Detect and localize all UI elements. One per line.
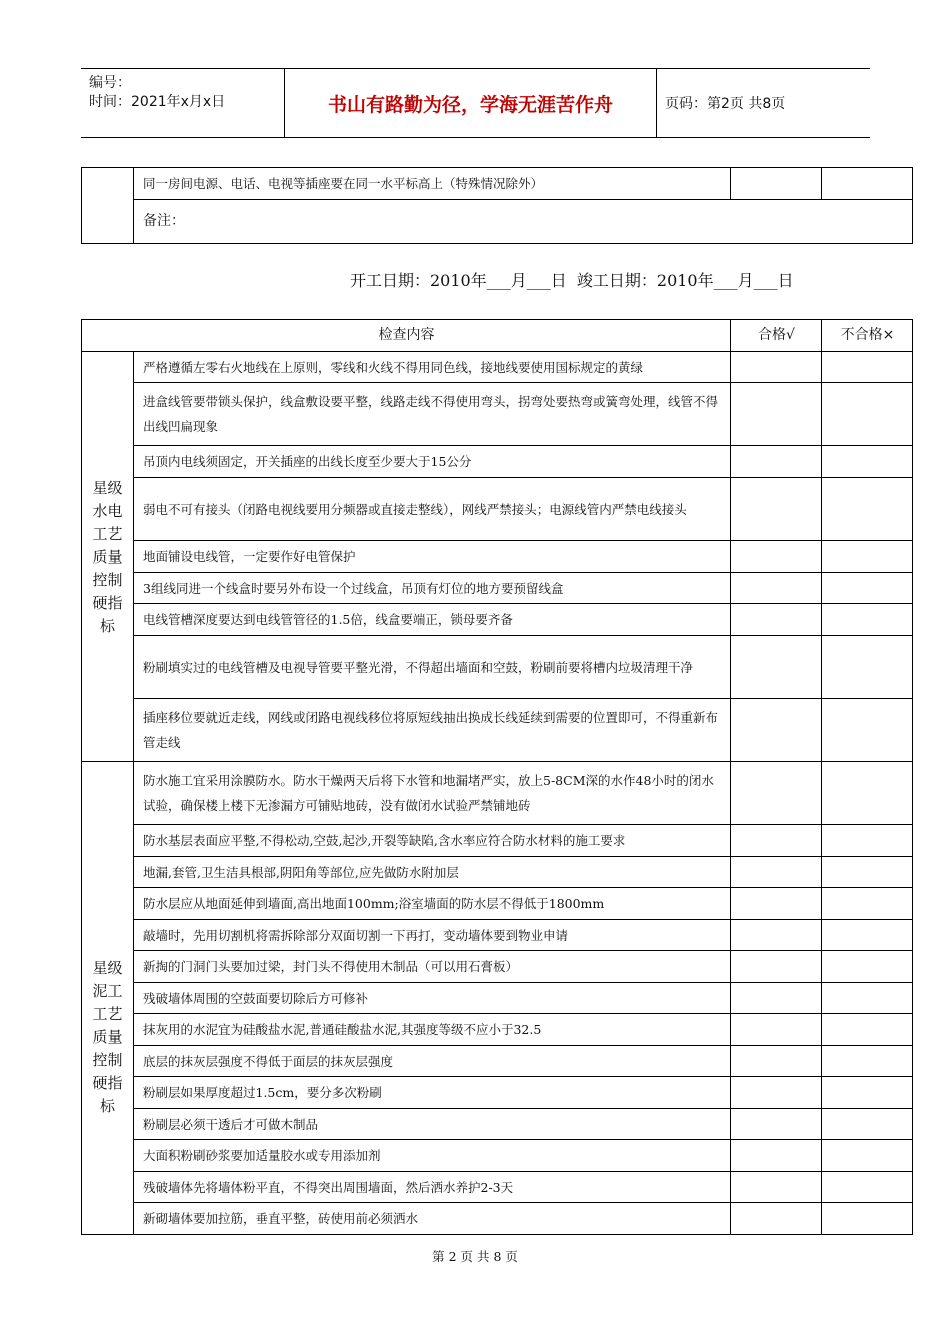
- header-fail: 不合格×: [822, 320, 913, 352]
- inspection-table: [81, 319, 913, 1235]
- pass-cell[interactable]: [731, 541, 822, 573]
- check-item: 同一房间电源、电话、电视等插座要在同一水平标高上（特殊情况除外）: [134, 168, 731, 200]
- section-electrical: [82, 352, 913, 762]
- fail-cell[interactable]: [822, 168, 913, 200]
- check-item: 粉刷填实过的电线管槽及电视导管要平整光滑，不得超出墙面和空鼓，粉刷前要将槽内垃圾清理干净: [134, 636, 731, 699]
- pass-cell[interactable]: [731, 1077, 822, 1109]
- table-row: [82, 1014, 913, 1046]
- check-item: 粉刷层必须干透后才可做木制品: [134, 1109, 731, 1140]
- check-item: 大面积粉刷砂浆要加适量胶水或专用添加剂: [134, 1140, 731, 1172]
- check-item: 抹灰用的水泥宜为硅酸盐水泥,普通硅酸盐水泥,其强度等级不应小于32.5: [134, 1014, 731, 1046]
- table-row: [82, 1109, 913, 1140]
- number-label: 编号：: [89, 75, 131, 91]
- pass-cell[interactable]: [731, 951, 822, 983]
- table-row: [82, 1203, 913, 1235]
- fail-cell[interactable]: [822, 1046, 913, 1077]
- pass-cell[interactable]: [731, 825, 822, 857]
- check-item: 残破墙体先将墙体粉平直，不得突出周围墙面，然后洒水养护2-3天: [134, 1172, 731, 1203]
- table-row: [82, 888, 913, 920]
- table-row: [82, 604, 913, 636]
- pass-cell[interactable]: [731, 888, 822, 920]
- pass-cell[interactable]: [731, 762, 822, 825]
- check-item: 残破墙体周围的空鼓面要切除后方可修补: [134, 983, 731, 1014]
- fail-cell[interactable]: [822, 920, 913, 951]
- table-row: [82, 383, 913, 446]
- check-item: 底层的抹灰层强度不得低于面层的抹灰层强度: [134, 1046, 731, 1077]
- fail-cell[interactable]: [822, 478, 913, 541]
- fail-cell[interactable]: [822, 1172, 913, 1203]
- check-item: 电线管槽深度要达到电线管管径的1.5倍，线盒要端正，锁母要齐备: [134, 604, 731, 636]
- check-item: 防水基层表面应平整,不得松动,空鼓,起沙,开裂等缺陷,含水率应符合防水材料的施工要求: [134, 825, 731, 857]
- note-field[interactable]: [134, 200, 913, 244]
- page-info: 页码：第2页 共8页: [665, 96, 786, 112]
- pass-cell[interactable]: [731, 699, 822, 762]
- fail-cell[interactable]: [822, 1014, 913, 1046]
- table-row: [82, 699, 913, 762]
- fail-cell[interactable]: [822, 951, 913, 983]
- table-header: [82, 320, 913, 352]
- pass-cell[interactable]: [731, 1203, 822, 1235]
- check-item: 弱电不可有接头（闭路电视线要用分频器或直接走整线），网线严禁接头；电源线管内严禁电线接头: [134, 478, 731, 541]
- pass-cell[interactable]: [731, 1046, 822, 1077]
- time-label: 时间：2021年x月x日: [89, 94, 226, 110]
- check-item: 防水层应从地面延伸到墙面,高出地面100mm;浴室墙面的防水层不得低于1800mm: [134, 888, 731, 920]
- pass-cell[interactable]: [731, 636, 822, 699]
- section-masonry: [82, 762, 913, 1235]
- fail-cell[interactable]: [822, 352, 913, 383]
- check-item: 新砌墙体要加拉筋，垂直平整，砖使用前必须洒水: [134, 1203, 731, 1235]
- fail-cell[interactable]: [822, 1140, 913, 1172]
- header-pass: 合格√: [731, 320, 822, 352]
- fail-cell[interactable]: [822, 1077, 913, 1109]
- table-row: [82, 573, 913, 604]
- pass-cell[interactable]: [731, 383, 822, 446]
- check-item: 敲墙时，先用切割机将需拆除部分双面切割一下再打，变动墙体要到物业申请: [134, 920, 731, 951]
- pass-cell[interactable]: [731, 604, 822, 636]
- table-row: [82, 1046, 913, 1077]
- pass-cell[interactable]: [731, 573, 822, 604]
- table-row: [82, 352, 913, 383]
- section-title: 星级泥工工艺质量控制硬指标: [82, 762, 134, 1235]
- table-row: [82, 541, 913, 573]
- fail-cell[interactable]: [822, 762, 913, 825]
- check-item: 防水施工宜采用涂膜防水。防水干燥两天后将下水管和地漏堵严实，放上5-8CM深的水作48小时的闭水试验，确保楼上楼下无渗漏方可铺贴地砖，没有做闭水试验严禁铺地砖: [134, 762, 731, 825]
- page-header: [81, 68, 870, 138]
- check-item: 地漏,套管,卫生洁具根部,阴阳角等部位,应先做防水附加层: [134, 857, 731, 888]
- table-row: [82, 1077, 913, 1109]
- fail-cell[interactable]: [822, 446, 913, 478]
- check-item: 吊顶内电线须固定，开关插座的出线长度至少要大于15公分: [134, 446, 731, 478]
- fail-cell[interactable]: [822, 888, 913, 920]
- check-item: 新掏的门洞门头要加过梁，封门头不得使用木制品（可以用石膏板）: [134, 951, 731, 983]
- fail-cell[interactable]: [822, 604, 913, 636]
- pass-cell[interactable]: [731, 352, 822, 383]
- fail-cell[interactable]: [822, 699, 913, 762]
- fail-cell[interactable]: [822, 1109, 913, 1140]
- table-row: [82, 983, 913, 1014]
- table-row: [82, 857, 913, 888]
- fail-cell[interactable]: [822, 573, 913, 604]
- fail-cell[interactable]: [822, 541, 913, 573]
- check-item: 严格遵循左零右火地线在上原则，零线和火线不得用同色线，接地线要使用国标规定的黄绿: [134, 352, 731, 383]
- check-item: 3组线同进一个线盒时要另外布设一个过线盒，吊顶有灯位的地方要预留线盒: [134, 573, 731, 604]
- table-row: [82, 920, 913, 951]
- page-footer: 第 2 页 共 8 页: [432, 1249, 518, 1264]
- project-dates: 开工日期：2010年___月___日 竣工日期：2010年___月___日: [350, 271, 794, 290]
- table-row: [82, 1172, 913, 1203]
- top-table: [81, 167, 913, 244]
- table-row: [82, 1140, 913, 1172]
- fail-cell[interactable]: [822, 825, 913, 857]
- header-left: [81, 69, 284, 137]
- pass-cell[interactable]: [731, 1014, 822, 1046]
- fail-cell[interactable]: [822, 857, 913, 888]
- pass-cell[interactable]: [731, 1109, 822, 1140]
- pass-cell[interactable]: [731, 857, 822, 888]
- check-item: 地面铺设电线管，一定要作好电管保护: [134, 541, 731, 573]
- fail-cell[interactable]: [822, 983, 913, 1014]
- pass-cell[interactable]: [731, 478, 822, 541]
- table-row: [82, 446, 913, 478]
- fail-cell[interactable]: [822, 1203, 913, 1235]
- section-title: 星级水电工艺质量控制硬指标: [82, 352, 134, 762]
- check-item: 插座移位要就近走线，网线或闭路电视线移位将原短线抽出换成长线延续到需要的位置即可，不得重新布管走线: [134, 699, 731, 762]
- header-content: 检查内容: [82, 320, 731, 352]
- table-row: [82, 636, 913, 699]
- check-item: 粉刷层如果厚度超过1.5cm，要分多次粉刷: [134, 1077, 731, 1109]
- pass-cell[interactable]: [731, 1172, 822, 1203]
- pass-cell[interactable]: [731, 446, 822, 478]
- pass-cell[interactable]: [731, 983, 822, 1014]
- blank-side-cell: [82, 168, 134, 244]
- table-row: [82, 478, 913, 541]
- table-row: [82, 762, 913, 825]
- pass-cell[interactable]: [731, 920, 822, 951]
- fail-cell[interactable]: [822, 383, 913, 446]
- note-label: 备注：: [143, 213, 185, 229]
- table-row: [82, 951, 913, 983]
- fail-cell[interactable]: [822, 636, 913, 699]
- check-item: 进盒线管要带锁头保护，线盒敷设要平整，线路走线不得使用弯头，拐弯处要热弯或簧弯处理，线管不得出线凹扁现象: [134, 383, 731, 446]
- motto: 书山有路勤为径，学海无涯苦作舟: [284, 69, 657, 137]
- pass-cell[interactable]: [731, 1140, 822, 1172]
- pass-cell[interactable]: [731, 168, 822, 200]
- table-row: [82, 825, 913, 857]
